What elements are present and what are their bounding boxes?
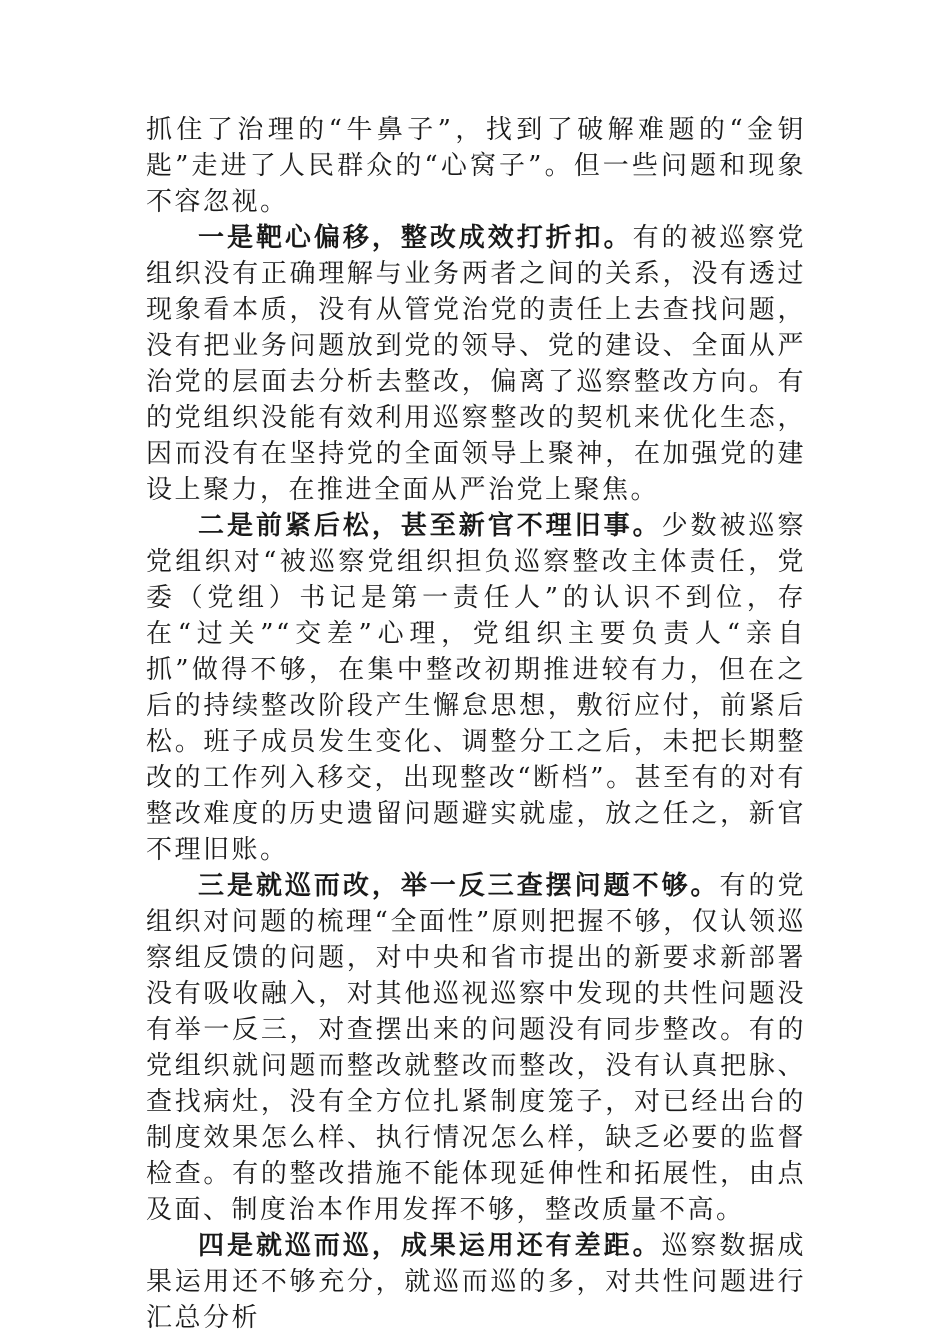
paragraph-lead: 二是前紧后松，甚至新官不理旧事。 xyxy=(198,511,662,541)
paragraph-point-4 xyxy=(146,1228,806,1336)
paragraph-point-3 xyxy=(146,868,806,1228)
paragraph-text: 有的党组织对问题的梳理“全面性”原则把握不够，仅认领巡察组反馈的问题，对中央和省市提出的新要求新部署没有吸收融入，对其他巡视巡察中发现的共性问题没有举一反三，对查摆出来的问题没有同步整改。有的党组织就问题而整改就整改而整改，没有认真把脉、查找病灶，没有全方位扎紧制度笼子，对已经出台的制度效果怎么样、执行情况怎么样，缺乏必要的监督检查。有的整改措施不能体现延伸性和拓展性，由点及面、制度治本作用发挥不够，整改质量不高。 xyxy=(146,871,806,1225)
paragraph-point-2 xyxy=(146,508,806,868)
paragraph-lead: 三是就巡而改，举一反三查摆问题不够。 xyxy=(198,871,720,901)
paragraph-lead: 一是靶心偏移，整改成效打折扣。 xyxy=(198,223,633,253)
document-page xyxy=(146,112,806,1336)
paragraph-intro xyxy=(146,112,806,220)
paragraph-text: 抓住了治理的“牛鼻子”，找到了破解难题的“金钥匙”走进了人民群众的“心窝子”。但一些问题和现象不容忽视。 xyxy=(146,115,806,217)
paragraph-point-1 xyxy=(146,220,806,508)
paragraph-lead: 四是就巡而巡，成果运用还有差距。 xyxy=(198,1231,662,1261)
paragraph-text: 少数被巡察党组织对“被巡察党组织担负巡察整改主体责任，党委（党组）书记是第一责任人”的认识不到位，存在“过关”“交差”心理，党组织主要负责人“亲自抓”做得不够，在集中整改初期推进较有力，但在之后的持续整改阶段产生懈怠思想，敷衍应付，前紧后松。班子成员发生变化、调整分工之后，未把长期整改的工作列入移交，出现整改“断档”。甚至有的对有整改难度的历史遗留问题避实就虚，放之任之，新官不理旧账。 xyxy=(146,511,806,865)
paragraph-text: 有的被巡察党组织没有正确理解与业务两者之间的关系，没有透过现象看本质，没有从管党治党的责任上去查找问题，没有把业务问题放到党的领导、党的建设、全面从严治党的层面去分析去整改，偏离了巡察整改方向。有的党组织没能有效利用巡察整改的契机来优化生态，因而没有在坚持党的全面领导上聚神，在加强党的建设上聚力，在推进全面从严治党上聚焦。 xyxy=(146,223,806,505)
paragraph-text: 巡察数据成果运用还不够充分，就巡而巡的多，对共性问题进行汇总分析 xyxy=(146,1231,806,1333)
